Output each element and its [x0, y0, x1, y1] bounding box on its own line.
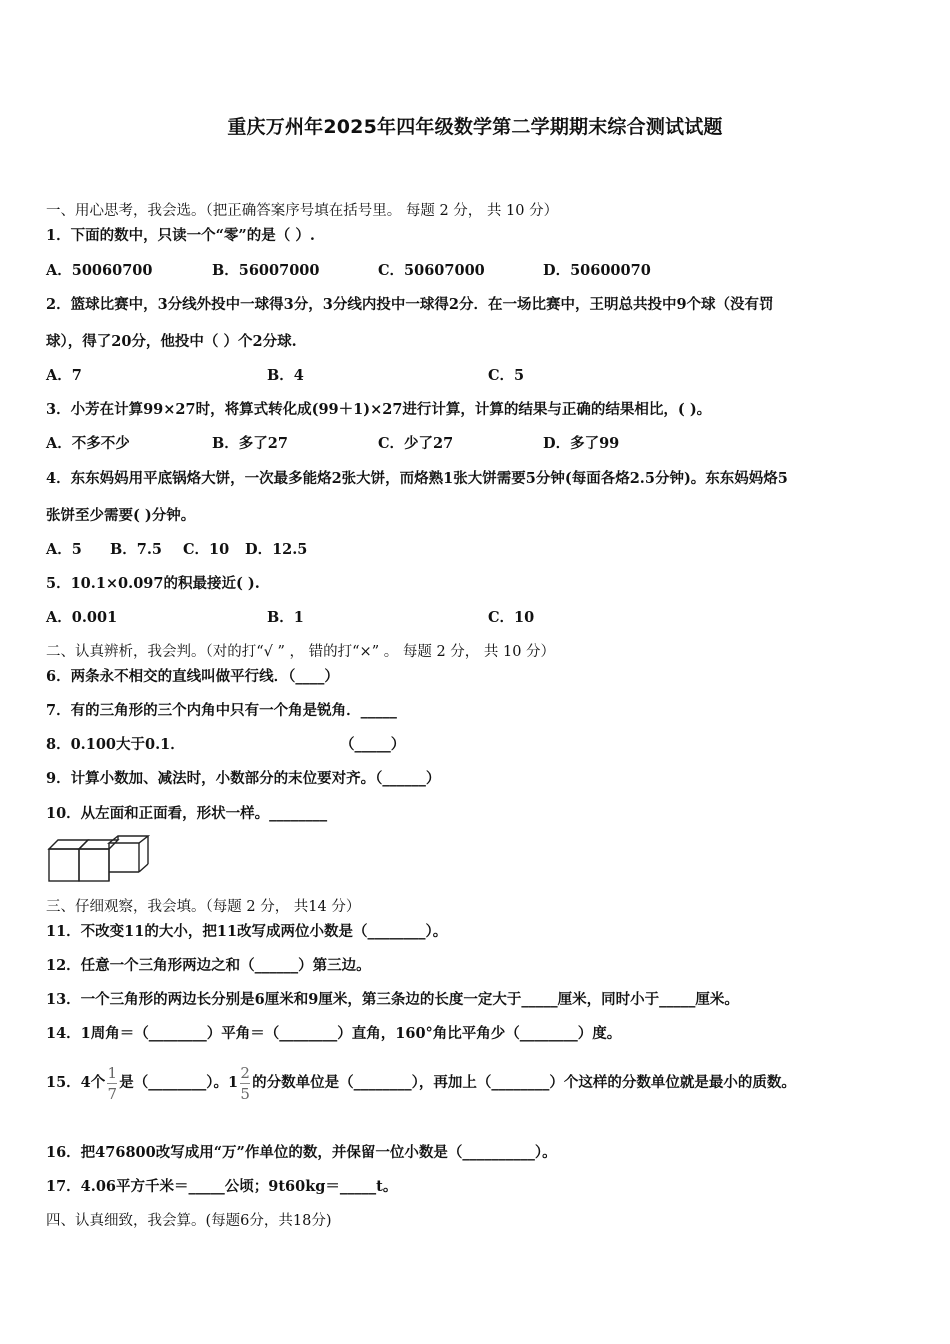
cubes-figure: [46, 834, 150, 884]
frac1-denominator: 7: [107, 1084, 118, 1103]
question-7: 7．有的三角形的三个内角中只有一个角是锐角．_____: [46, 702, 397, 719]
q5-option-c: C．10: [488, 609, 535, 626]
q5-option-a: A．0.001: [46, 609, 118, 626]
q1-option-a: A．50060700: [46, 262, 153, 279]
q3-option-c: C．少了27: [378, 435, 454, 452]
question-15: [46, 1060, 796, 1106]
question-17: 17．4.06平方千米＝_____公顷；9t60kg＝_____t。: [46, 1178, 398, 1195]
page-title: 重庆万州年2025年四年级数学第二学期期末综合测试试题: [227, 116, 723, 138]
q3-option-d: D．多了99: [543, 435, 620, 452]
frac2-denominator: 5: [240, 1084, 250, 1103]
section2-header: 二、认真辨析，我会判。（对的打“√ ” ， 错的打“×” 。 每题 2 分， 共 10 分）: [46, 644, 556, 660]
question-1: 1．下面的数中，只读一个“零”的是（ ）.: [46, 227, 315, 244]
q8-answer-blank: （_____）: [340, 736, 406, 753]
question-2-line2: 球），得了20分，他投中（ ）个2分球.: [46, 333, 297, 350]
q3-option-a: A．不多不少: [46, 435, 130, 452]
fraction-one-seventh: [107, 1065, 117, 1102]
fraction-two-fifths: [240, 1065, 250, 1102]
question-13: 13．一个三角形的两边长分别是6厘米和9厘米，第三条边的长度一定大于_____厘米，同时小于_____厘米。: [46, 991, 739, 1008]
q1-option-c: C．50607000: [378, 262, 485, 279]
q15-middle: 是（________）。1: [119, 1074, 239, 1091]
question-3: 3．小芳在计算99×27时，将算式转化成(99＋1)×27进行计算，计算的结果与正确的结果相比，( )。: [46, 401, 712, 418]
section1-header: 一、用心思考，我会选。（把正确答案序号填在括号里。 每题 2 分， 共 10 分）: [46, 203, 559, 219]
question-5: 5．10.1×0.097的积最接近( ).: [46, 575, 260, 592]
question-9: 9．计算小数加、减法时，小数部分的末位要对齐。（______）: [46, 770, 441, 787]
q2-option-a: A．7: [46, 367, 82, 384]
q15-prefix: 15．4个: [46, 1074, 106, 1091]
frac2-numerator: 2: [240, 1063, 250, 1082]
question-2-line1: 2．篮球比赛中，3分线外投中一球得3分，3分线内投中一球得2分．在一场比赛中，王明总共投中9个球（没有罚: [46, 296, 774, 313]
q1-option-d: D．50600070: [543, 262, 651, 279]
question-8: 8．0.100大于0.1．: [46, 736, 185, 753]
section4-header: 四、认真细致，我会算。(每题6分，共18分): [46, 1213, 332, 1229]
frac1-numerator: 1: [107, 1063, 118, 1082]
question-14: 14．1周角＝（________）平角＝（________）直角，160°角比平角少（________）度。: [46, 1025, 622, 1042]
q5-option-b: B．1: [267, 609, 304, 626]
question-12: 12．任意一个三角形两边之和（______）第三边。: [46, 957, 371, 974]
q4-option-c: C．10: [183, 541, 230, 558]
question-6: 6．两条永不相交的直线叫做平行线．（____）: [46, 668, 339, 685]
question-10: 10．从左面和正面看，形状一样。________: [46, 805, 328, 822]
section3-header: 三、仔细观察，我会填。（每题 2 分， 共14 分）: [46, 899, 361, 915]
q4-option-a: A．5: [46, 541, 82, 558]
q4-option-b: B．7.5: [110, 541, 162, 558]
question-16: 16．把476800改写成用“万”作单位的数，并保留一位小数是（__________）。: [46, 1144, 557, 1161]
q1-option-b: B．56007000: [212, 262, 320, 279]
question-11: 11．不改变11的大小，把11改写成两位小数是（________）。: [46, 923, 448, 940]
q15-suffix: 的分数单位是（________），再加上（________）个这样的分数单位就是最小的质数。: [252, 1074, 796, 1091]
q2-option-c: C．5: [488, 367, 525, 384]
q3-option-b: B．多了27: [212, 435, 288, 452]
question-4-line1: 4．东东妈妈用平底锅烙大饼，一次最多能烙2张大饼，而烙熟1张大饼需要5分钟(每面各烙2.5分钟)。东东妈妈烙5: [46, 470, 788, 487]
q2-option-b: B．4: [267, 367, 304, 384]
q4-option-d: D．12.5: [245, 541, 308, 558]
question-4-line2: 张饼至少需要( )分钟。: [46, 507, 196, 524]
